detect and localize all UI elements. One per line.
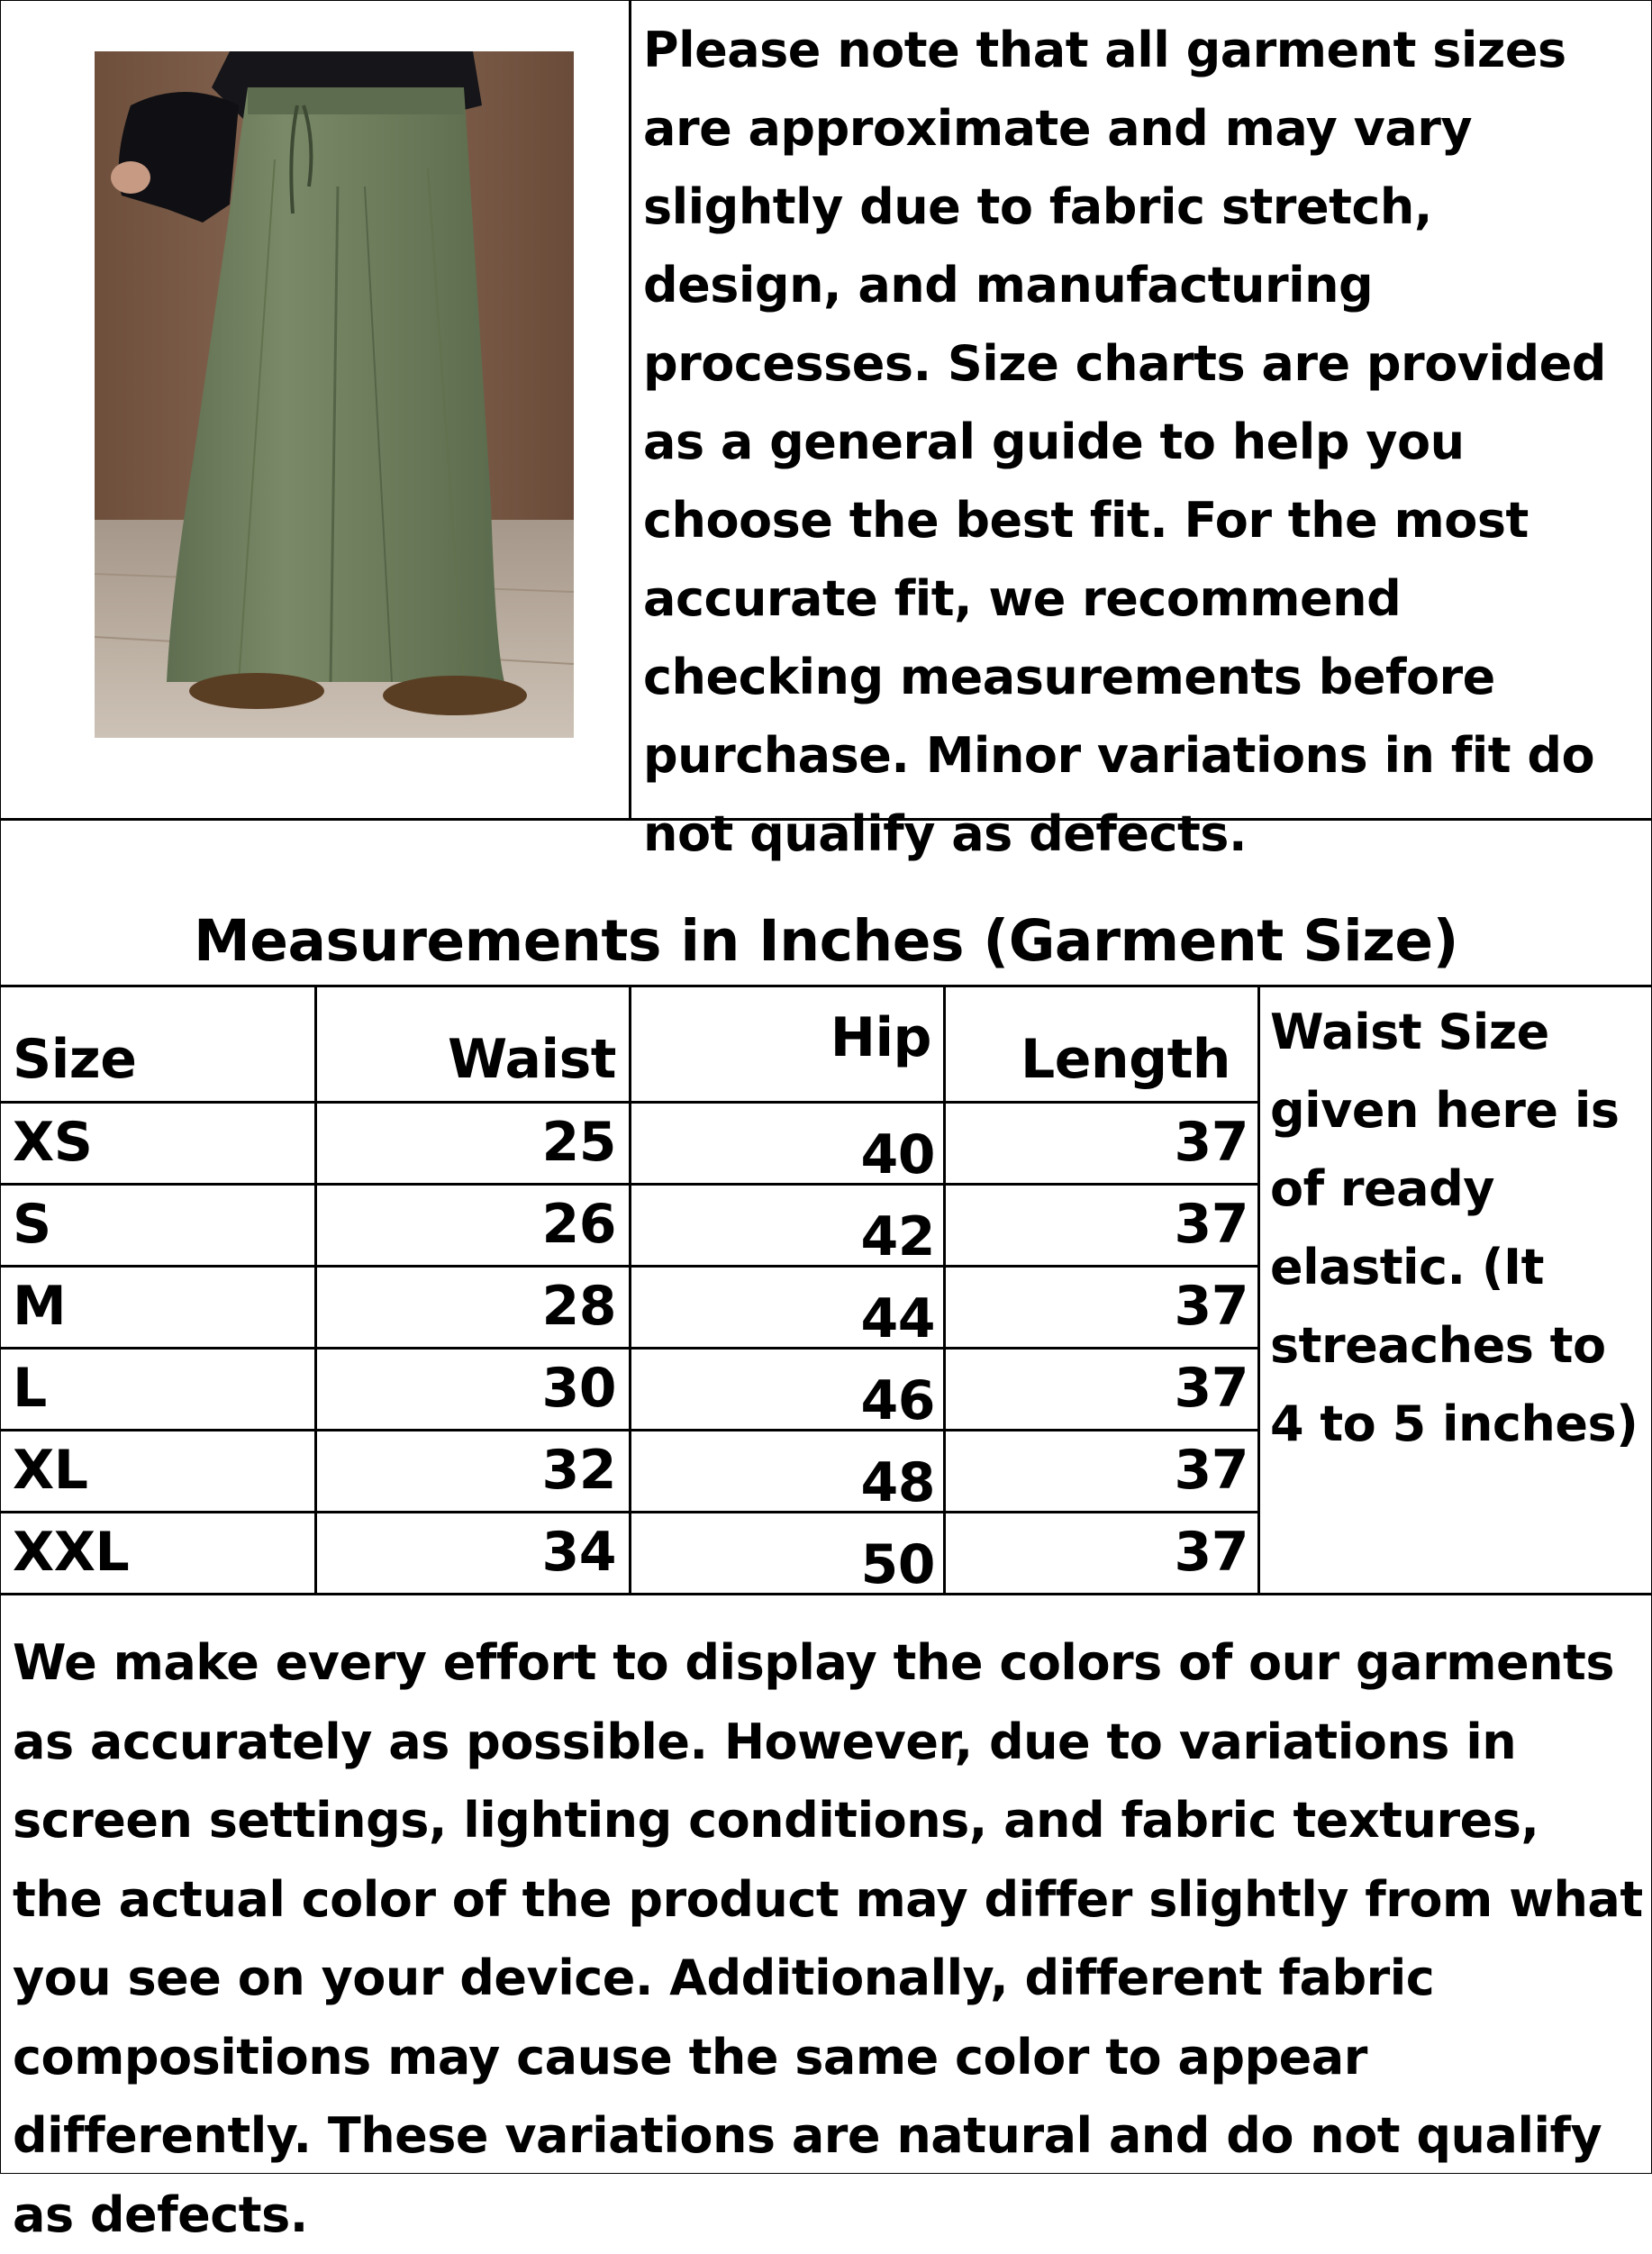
length-cell: 37	[1174, 1439, 1248, 1502]
table-title: Measurements in Inches (Garment Size)	[194, 908, 1458, 974]
table-top-border	[0, 985, 1652, 987]
waist-cell: 30	[541, 1357, 616, 1420]
size-cell: XL	[13, 1439, 88, 1502]
waist-cell: 28	[541, 1275, 616, 1338]
color-disclaimer: We make every effort to display the colors of our garments as accurately as possible. However, due to variations in screen settings, lighting conditions, and fabric textures, the actual color of the product may differ slightly from what you see on your device. Additionally, different fabric compositions may cause the same color to appear differently. These variations are natural and do not qualify as defects.	[13, 1634, 1643, 2243]
product-photo	[95, 51, 574, 738]
header-size: Size	[13, 1028, 137, 1091]
hip-cell: 48	[860, 1451, 935, 1514]
header-hip: Hip	[830, 1006, 931, 1069]
table-col-border	[629, 985, 631, 1595]
waist-cell: 32	[541, 1439, 616, 1502]
hip-cell: 46	[860, 1369, 935, 1432]
table-col-border	[1257, 985, 1260, 1595]
table-col-border	[943, 985, 946, 1595]
size-cell: S	[13, 1193, 51, 1256]
sizing-notice: Please note that all garment sizes are approximate and may vary slightly due to fabric stretch, design, and manufacturing processes. Size charts are provided as a general guide to help you choose the best fit. For the most accurate fit, we recommend checking measurements before purchase. Minor variations in fit do not qualify as defects.	[643, 22, 1606, 862]
hip-cell: 40	[860, 1123, 935, 1186]
hip-cell: 44	[860, 1287, 935, 1350]
length-cell: 37	[1174, 1521, 1248, 1584]
waist-cell: 34	[541, 1521, 616, 1584]
length-cell: 37	[1174, 1275, 1248, 1338]
table-col-border	[314, 985, 317, 1595]
hip-cell: 50	[860, 1533, 935, 1596]
header-waist: Waist	[448, 1028, 616, 1091]
waist-cell: 25	[541, 1111, 616, 1174]
waist-side-note: Waist Size given here is of ready elastic. (It streaches to 4 to 5 inches)	[1270, 1004, 1638, 1452]
header-length: Length	[1021, 1028, 1230, 1091]
hip-cell: 42	[860, 1205, 935, 1268]
length-cell: 37	[1174, 1357, 1248, 1420]
length-cell: 37	[1174, 1193, 1248, 1256]
waist-cell: 26	[541, 1193, 616, 1256]
divider-photo-notice	[629, 0, 631, 820]
size-cell: M	[13, 1275, 67, 1338]
size-cell: L	[13, 1357, 47, 1420]
size-cell: XS	[13, 1111, 93, 1174]
length-cell: 37	[1174, 1111, 1248, 1174]
size-cell: XXL	[13, 1521, 130, 1584]
